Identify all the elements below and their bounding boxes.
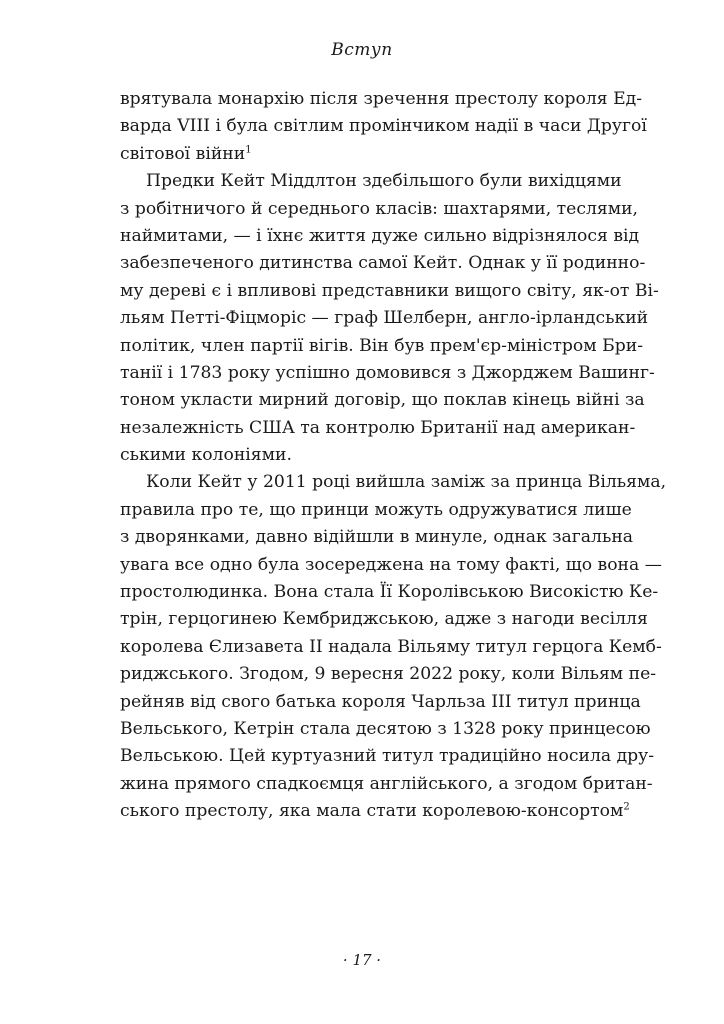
text-line: Вельського, Кетрін стала десятою з 1328 року принцесою	[120, 718, 651, 739]
text-line: простолюдинка. Вона стала Її Королівською Високістю Ке-	[120, 582, 659, 603]
paragraph	[120, 86, 647, 168]
text-line-content: світової війни	[120, 143, 246, 164]
text-line: танії і 1783 року успішно домовився з Джорджем Вашинг-	[120, 362, 655, 383]
running-head: Вступ	[331, 40, 393, 60]
text-line: забезпеченого дитинства самої Кейт. Однак у її родинно-	[120, 253, 646, 274]
text-line: жина прямого спадкоємця англійського, а згодом британ-	[120, 773, 653, 794]
text-line: трін, герцогинею Кембриджською, адже з нагоди весілля	[120, 609, 648, 630]
text-line: правила про те, що принци можуть одружуватися лише	[120, 499, 632, 520]
text-line: незалежність США та контролю Британії над американ-	[120, 417, 636, 438]
text-line: Коли Кейт у 2011 році вийшла заміж за принца Вільяма,	[146, 472, 667, 493]
text-line: наймитами, — і їхнє життя дуже сильно відрізнялося від	[120, 225, 640, 246]
paragraph	[120, 168, 659, 469]
text-line: Вельською. Цей куртуазний титул традиційно носила дру-	[120, 746, 655, 767]
text-line: риджського. Згодом, 9 вересня 2022 року, коли Вільям пе-	[120, 664, 657, 685]
paragraph	[120, 469, 667, 825]
text-line-content: ського престолу, яка мала стати королевою-консортом	[120, 801, 624, 822]
footnote-mark: 1	[245, 144, 252, 156]
text-line: з робітничого й середнього класів: шахтарями, теслями,	[120, 198, 639, 219]
text-line: рейняв від свого батька короля Чарльза III титул принца	[120, 691, 641, 712]
text-line: тоном укласти мирний договір, що поклав кінець війні за	[120, 390, 645, 411]
text-line: врятувала монархію після зречення престолу короля Ед-	[120, 89, 643, 109]
text-line: Предки Кейт Міддлтон здебільшого були вихідцями	[146, 171, 622, 192]
page-number: · 17 ·	[342, 951, 382, 969]
body-text	[120, 86, 667, 826]
text-line: політик, член партії вігів. Він був прем'єр-міністром Бри-	[120, 335, 644, 356]
text-line	[120, 798, 630, 825]
text-line: му дереві є і впливові представники вищого світу, як-от Ві-	[120, 280, 659, 301]
text-line: з дворянками, давно відійшли в минуле, однак загальна	[120, 527, 634, 548]
footnote-mark: 2	[623, 801, 630, 813]
text-line: льям Петті-Фіцморіс — граф Шелберн, англо-ірландський	[120, 308, 649, 329]
text-line: варда VIII і була світлим промінчиком надії в часи Другої	[120, 116, 647, 137]
text-line: королева Єлизавета II надала Вільяму титул герцога Кемб-	[120, 636, 662, 657]
text-line: ськими колоніями.	[120, 445, 292, 466]
text-line: увага все одно була зосереджена на тому факті, що вона —	[120, 554, 662, 575]
text-line	[120, 141, 602, 168]
